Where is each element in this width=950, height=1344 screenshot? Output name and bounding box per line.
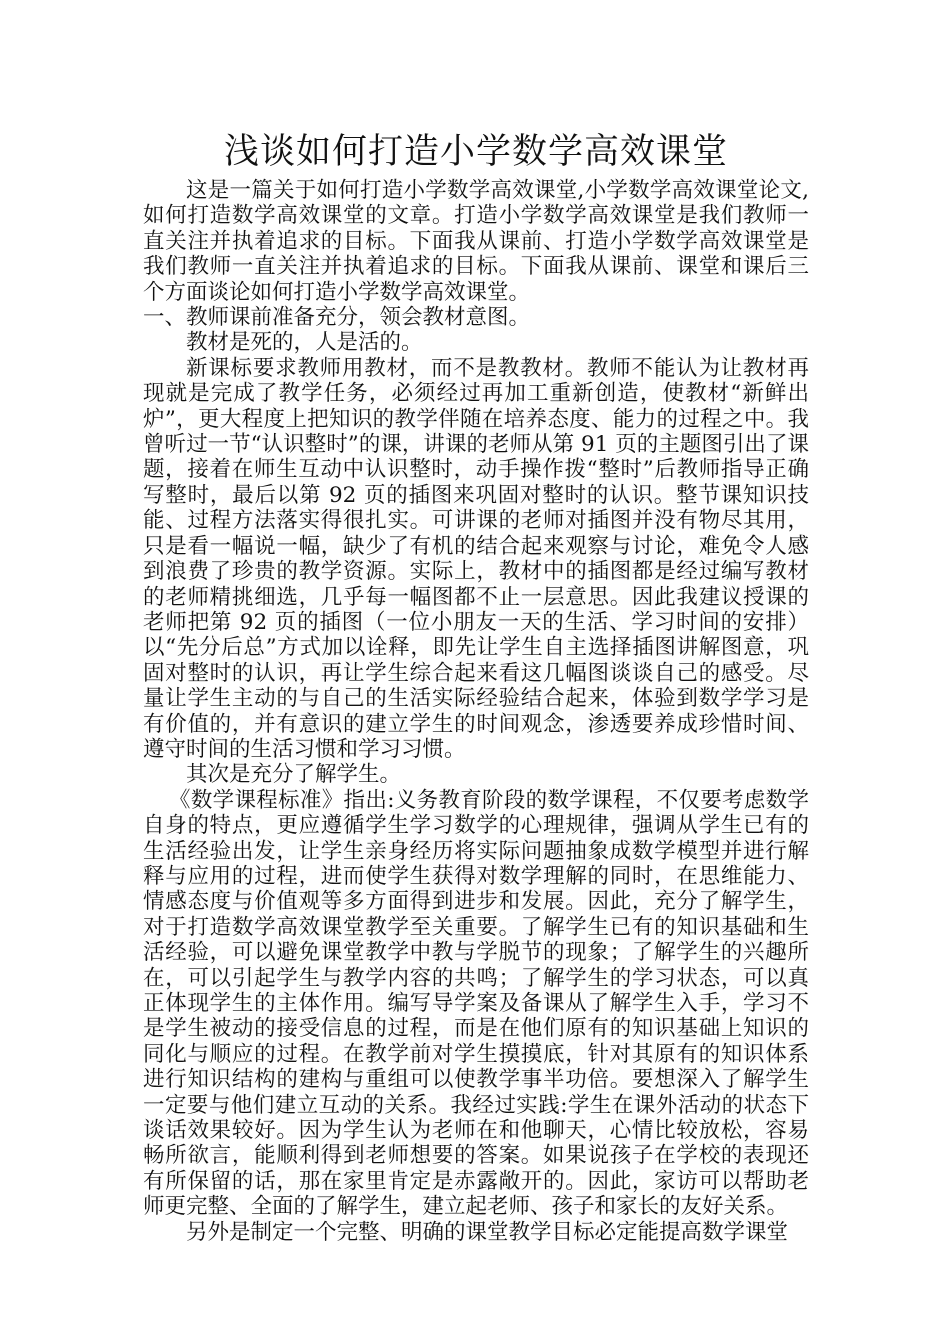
section-heading-1: 一、教师课前准备充分，领会教材意图。	[143, 305, 531, 331]
intro-paragraph: 这是一篇关于如何打造小学数学高效课堂,小学数学高效课堂论文,如何打造数学高效课堂的文章。打造小学数学高效课堂是我们教师一直关注并执着追求的目标。下面我从课前、打造小学数学高效课堂是我们教师一直关注并执着追求的目标。下面我从课前、课堂和课后三个方面谈论如何打造小学数学高效课堂。	[143, 178, 809, 305]
paragraph-new-curriculum: 新课标要求教师用教材，而不是教教材。教师不能认为让教材再现就是完成了教学任务，必须经过再加工重新创造，使教材“新鲜出炉”，更大程度上把知识的教学伴随在培养态度、能力的过程之中。我曾听过一节“认识整时”的课，讲课的老师从第 91 页的主题图引出了课题，接着在师生互动中认识整时，动手操作拨“整时”后教师指导正确写整时，最后以第 92 页的插图来巩固对整时的认识。整节课知识技能、过程方法落实得很扎实。可讲课的老师对插图并没有物尽其用，只是看一幅说一幅，缺少了有机的结合起来观察与讨论，难免令人感到浪费了珍贵的教学资源。实际上，教材中的插图都是经过编写教材的老师精挑细选，几乎每一幅图都不止一层意思。因此我建议授课的老师把第 92 页的插图（一位小朋友一天的生活、学习时间的安排）以“先分后总”方式加以诠释，即先让学生自主选择插图讲解图意，巩固对整时的认识，再让学生综合起来看这几幅图谈谈自己的感受。尽量让学生主动的与自己的生活实际经验结合起来，体验到数学学习是有价值的，并有意识的建立学生的时间观念，渗透要养成珍惜时间、遵守时间的生活习惯和学习习惯。	[143, 355, 809, 762]
document-body	[143, 126, 809, 1245]
document-title: 浅谈如何打造小学数学高效课堂	[223, 132, 728, 172]
paragraph-textbook-alive: 教材是死的，人是活的。	[186, 330, 423, 356]
paragraph-know-students-heading: 其次是充分了解学生。	[186, 762, 402, 788]
paragraph-curriculum-standard: 《数学课程标准》指出:义务教育阶段的数学课程，不仅要考虑数学自身的特点，更应遵循学生学习数学的心理规律，强调从学生已有的生活经验出发，让学生亲身经历将实际问题抽象成数学模型并进行解释与应用的过程，进而使学生获得对数学理解的同时，在思维能力、情感态度与价值观等多方面得到进步和发展。因此，充分了解学生，对于打造数学高效课堂教学至关重要。了解学生已有的知识基础和生活经验，可以避免课堂教学中教与学脱节的现象；了解学生的兴趣所在，可以引起学生与教学内容的共鸣；了解学生的学习状态，可以真正体现学生的主体作用。编写导学案及备课从了解学生入手，学习不是学生被动的接受信息的过程，而是在他们原有的知识基础上知识的同化与顺应的过程。在教学前对学生摸摸底，针对其原有的知识体系进行知识结构的建构与重组可以使教学事半功倍。要想深入了解学生一定要与他们建立互动的关系。我经过实践:学生在课外活动的状态下谈话效果较好。因为学生认为老师在和他聊天，心情比较放松，容易畅所欲言，能顺利得到老师想要的答案。如果说孩子在学校的表现还有所保留的话，那在家里肯定是赤露敞开的。因此，家访可以帮助老师更完整、全面的了解学生，建立起老师、孩子和家长的友好关系。	[143, 787, 809, 1220]
paragraph-teaching-goals: 另外是制定一个完整、明确的课堂教学目标必定能提高数学课堂	[186, 1219, 789, 1245]
